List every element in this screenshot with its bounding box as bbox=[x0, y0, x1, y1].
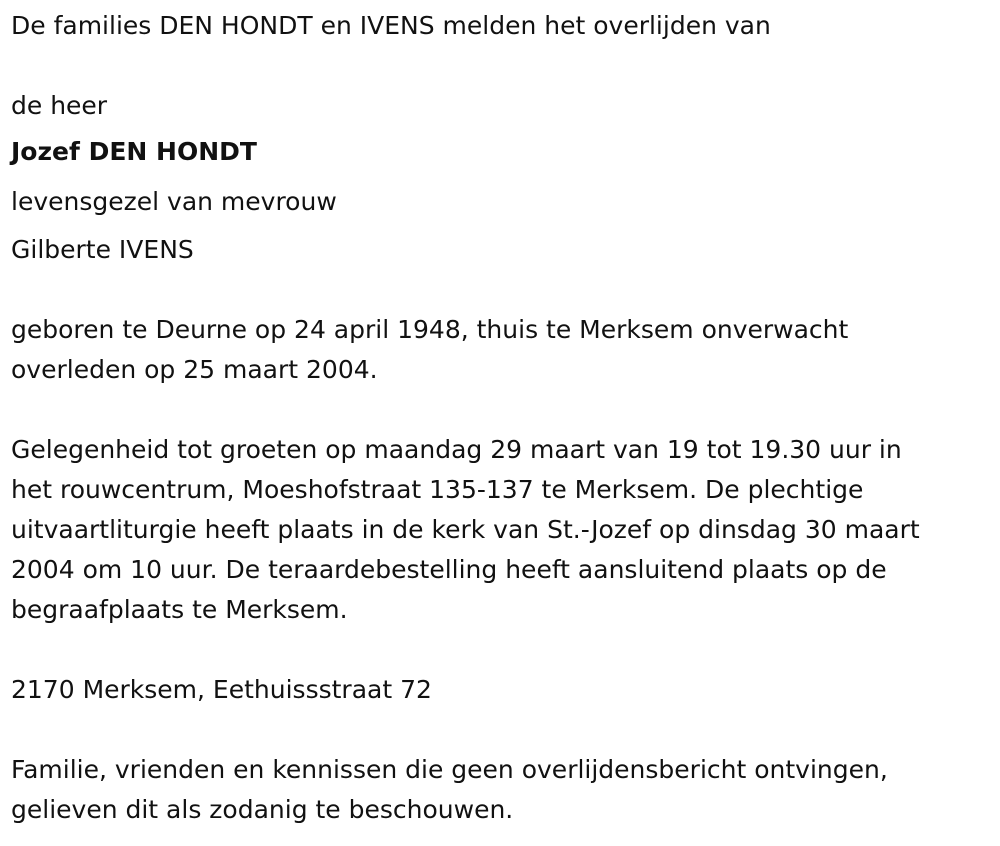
ceremony-line: het rouwcentrum, Moeshofstraat 135-137 te Merksem. De plechtige bbox=[11, 475, 864, 504]
deceased-name: Jozef DEN HONDT bbox=[11, 137, 257, 166]
closing-line: gelieven dit als zodanig te beschouwen. bbox=[11, 795, 514, 824]
closing-line: Familie, vrienden en kennissen die geen overlijdensbericht ontvingen, bbox=[11, 755, 888, 784]
address-text: 2170 Merksem, Eethuissstraat 72 bbox=[11, 675, 432, 704]
intro-text: De families DEN HONDT en IVENS melden het overlijden van bbox=[11, 11, 771, 40]
relation-text: levensgezel van mevrouw bbox=[11, 187, 337, 216]
partner-name: Gilberte IVENS bbox=[11, 235, 194, 264]
ceremony-line: begraafplaats te Merksem. bbox=[11, 595, 348, 624]
closing-paragraph bbox=[11, 750, 888, 830]
ceremony-paragraph bbox=[11, 430, 920, 630]
birth-death-line: overleden op 25 maart 2004. bbox=[11, 355, 378, 384]
ceremony-line: Gelegenheid tot groeten op maandag 29 maart van 19 tot 19.30 uur in bbox=[11, 435, 902, 464]
birth-death-paragraph bbox=[11, 310, 848, 390]
ceremony-line: uitvaartliturgie heeft plaats in de kerk van St.-Jozef op dinsdag 30 maart bbox=[11, 515, 920, 544]
ceremony-line: 2004 om 10 uur. De teraardebestelling heeft aansluitend plaats op de bbox=[11, 555, 887, 584]
birth-death-line: geboren te Deurne op 24 april 1948, thuis te Merksem onverwacht bbox=[11, 315, 849, 344]
salutation-text: de heer bbox=[11, 91, 108, 120]
